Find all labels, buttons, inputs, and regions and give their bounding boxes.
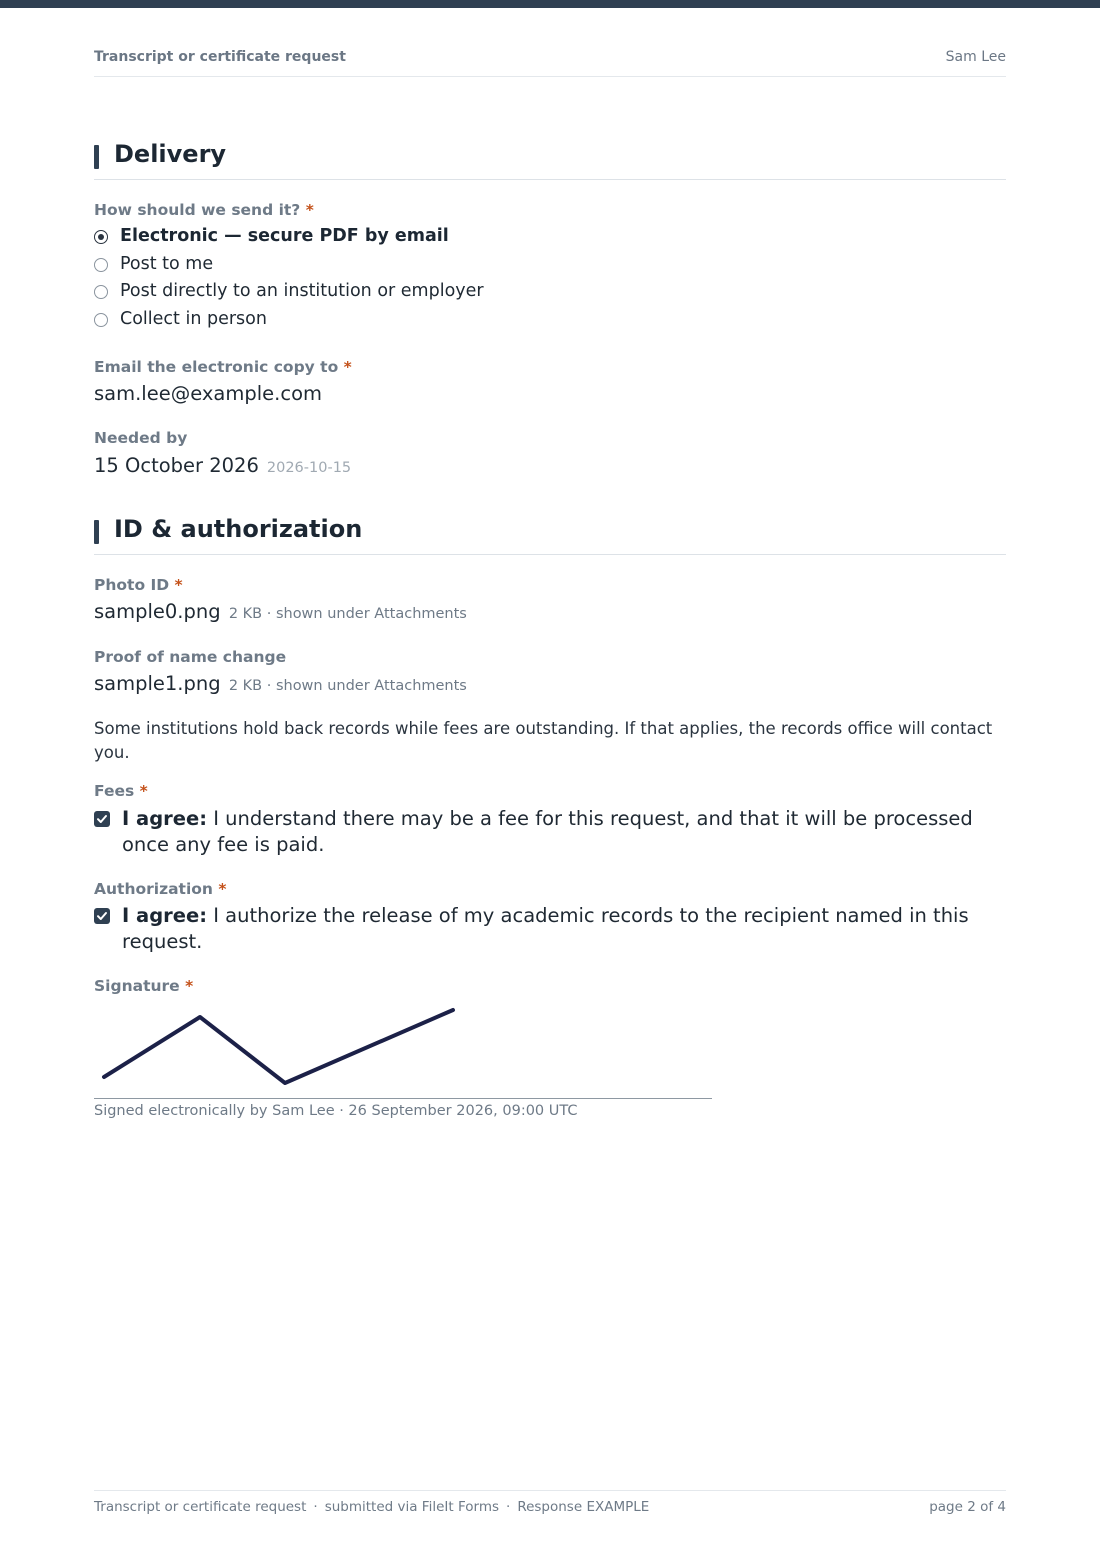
delivery-method-label-text: How should we send it? [94,201,301,219]
email-label [94,358,352,376]
required-mark: * [174,576,183,594]
authorization-label-text: Authorization [94,880,213,898]
signature-pad [94,1000,712,1099]
agree-prefix: I agree: [122,807,208,830]
photo-id-file [94,600,467,623]
footer-submitted-via: submitted via FileIt Forms [324,1499,500,1515]
needed-by-iso: 2026-10-15 [266,460,352,476]
authorization-agreement-text [122,903,1006,955]
footer-left: Transcript or certificate request · submitted via FileIt Forms · Response EXAMPLE [94,1499,650,1515]
required-mark: * [343,358,352,376]
section-accent-bar [94,145,99,169]
running-header [94,48,1006,77]
email-label-text: Email the electronic copy to [94,358,339,376]
section-id-authorization-title: ID & authorization [114,515,363,543]
footer-response-id: Response EXAMPLE [517,1499,650,1515]
agree-prefix: I agree: [122,904,208,927]
required-mark: * [185,977,194,995]
radio-option-label: Electronic — secure PDF by email [120,226,449,246]
name-change-file [94,672,467,695]
required-mark: * [218,880,227,898]
section-id-authorization [94,515,1006,555]
signature-drawing [94,1000,712,1098]
signature-caption: Signed electronically by Sam Lee · 26 September 2026, 09:00 UTC [94,1103,578,1119]
radio-unchecked-icon[interactable] [94,258,108,272]
needed-by-date: 15 October 2026 [94,454,259,477]
authorization-label [94,880,226,898]
header-user-name: Sam Lee [945,49,1006,65]
checkbox-checked-icon[interactable] [94,908,110,924]
section-delivery [94,140,1006,180]
radio-option-label: Post directly to an institution or employer [120,281,484,301]
required-mark: * [139,782,148,800]
section-delivery-title: Delivery [114,140,227,168]
photo-id-label-text: Photo ID [94,576,170,594]
fees-agree-statement: I understand there may be a fee for this request, and that it will be processed once any fee is paid. [122,807,973,856]
footer-form-title: Transcript or certificate request [94,1499,307,1515]
email-value: sam.lee@example.com [94,382,322,405]
photo-id-filename[interactable]: sample0.png [94,600,221,623]
fees-label-text: Fees [94,782,135,800]
signature-label-text: Signature [94,977,180,995]
signature-label [94,977,193,995]
authorization-agree-statement: I authorize the release of my academic records to the recipient named in this request. [122,904,969,953]
name-change-meta: 2 KB · shown under Attachments [228,678,467,694]
checkbox-checked-icon[interactable] [94,811,110,827]
fees-label [94,782,148,800]
authorization-agreement[interactable] [94,903,1006,957]
photo-id-label [94,576,183,594]
radio-checked-icon[interactable] [94,230,108,244]
needed-by-value [94,454,351,477]
required-mark: * [305,201,314,219]
radio-unchecked-icon[interactable] [94,313,108,327]
radio-option-label: Collect in person [120,309,267,329]
delivery-method-label [94,201,314,219]
footer-page-number: page 2 of 4 [929,1499,1006,1515]
name-change-label: Proof of name change [94,648,287,666]
fees-notice: Some institutions hold back records while fees are outstanding. If that applies, the records office will contact you. [94,719,993,762]
fees-agreement[interactable] [94,806,1006,860]
header-form-title: Transcript or certificate request [94,49,346,65]
running-footer [94,1490,1006,1521]
radio-unchecked-icon[interactable] [94,285,108,299]
needed-by-label: Needed by [94,429,188,447]
photo-id-meta: 2 KB · shown under Attachments [228,606,467,622]
top-accent-bar [0,0,1100,8]
radio-option-label: Post to me [120,254,214,274]
name-change-filename[interactable]: sample1.png [94,672,221,695]
section-accent-bar [94,520,99,544]
fees-agreement-text [122,806,1006,858]
